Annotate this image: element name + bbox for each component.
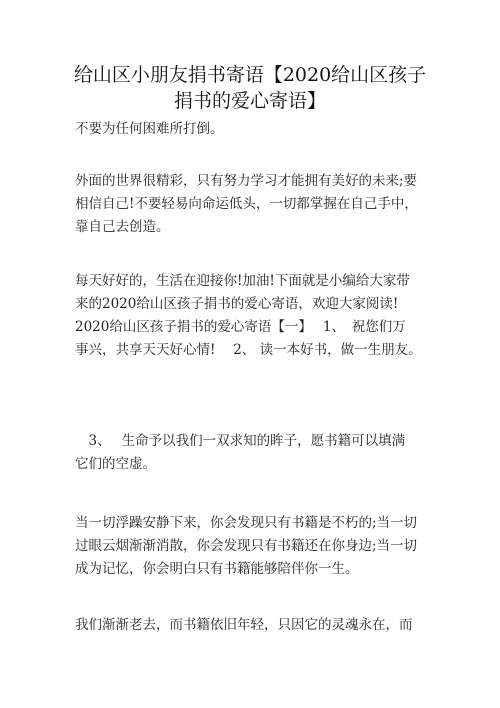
- paragraph-5: [75, 512, 435, 581]
- paragraph-line: 我们渐渐老去，而书籍依旧年轻，只因它的灵魂永在，而: [75, 617, 413, 633]
- paragraph-line: 当一切浮躁安静下来，你会发现只有书籍是不朽的;当一切: [75, 515, 418, 531]
- paragraph-3: [75, 270, 435, 362]
- paragraph-line: 外面的世界很精彩，只有努力学习才能拥有美好的未来;要: [75, 173, 418, 189]
- paragraph-4: [75, 430, 435, 476]
- document-title: [60, 62, 440, 114]
- paragraph-line: 来的2020给山区孩子捐书的爱心寄语，欢迎大家阅读!: [75, 296, 399, 312]
- paragraph-line: 事兴，共享天天好心情! 2、 读一本好书，做一生朋友。: [75, 342, 422, 358]
- paragraph-line: 过眼云烟渐渐消散，你会发现只有书籍还在你身边;当一切: [75, 538, 418, 554]
- paragraph-line: 相信自己!不要轻易向命运低头，一切都掌握在自己手中，: [75, 196, 418, 212]
- paragraph-line: 成为记忆，你会明白只有书籍能够陪伴你一生。: [75, 561, 359, 577]
- paragraph-6: [75, 614, 435, 637]
- title-line-1: 给山区小朋友捐书寄语【2020给山区孩子: [73, 64, 427, 86]
- paragraph-line: 2020给山区孩子捐书的爱心寄语【一】 1、 祝您们万: [75, 319, 406, 335]
- paragraph-1: [75, 118, 435, 141]
- paragraph-line: 3、 生命予以我们一双求知的眸子，愿书籍可以填满: [75, 433, 406, 449]
- paragraph-line: 每天好好的，生活在迎接你!加油!下面就是小编给大家带: [75, 273, 410, 289]
- paragraph-2: [75, 170, 435, 239]
- paragraph-line: 不要为任何困难所打倒。: [75, 121, 224, 137]
- title-line-2: 捐书的爱心寄语】: [173, 90, 326, 112]
- paragraph-line: 靠自己去创造。: [75, 219, 170, 235]
- paragraph-line: 它们的空虚。: [75, 456, 156, 472]
